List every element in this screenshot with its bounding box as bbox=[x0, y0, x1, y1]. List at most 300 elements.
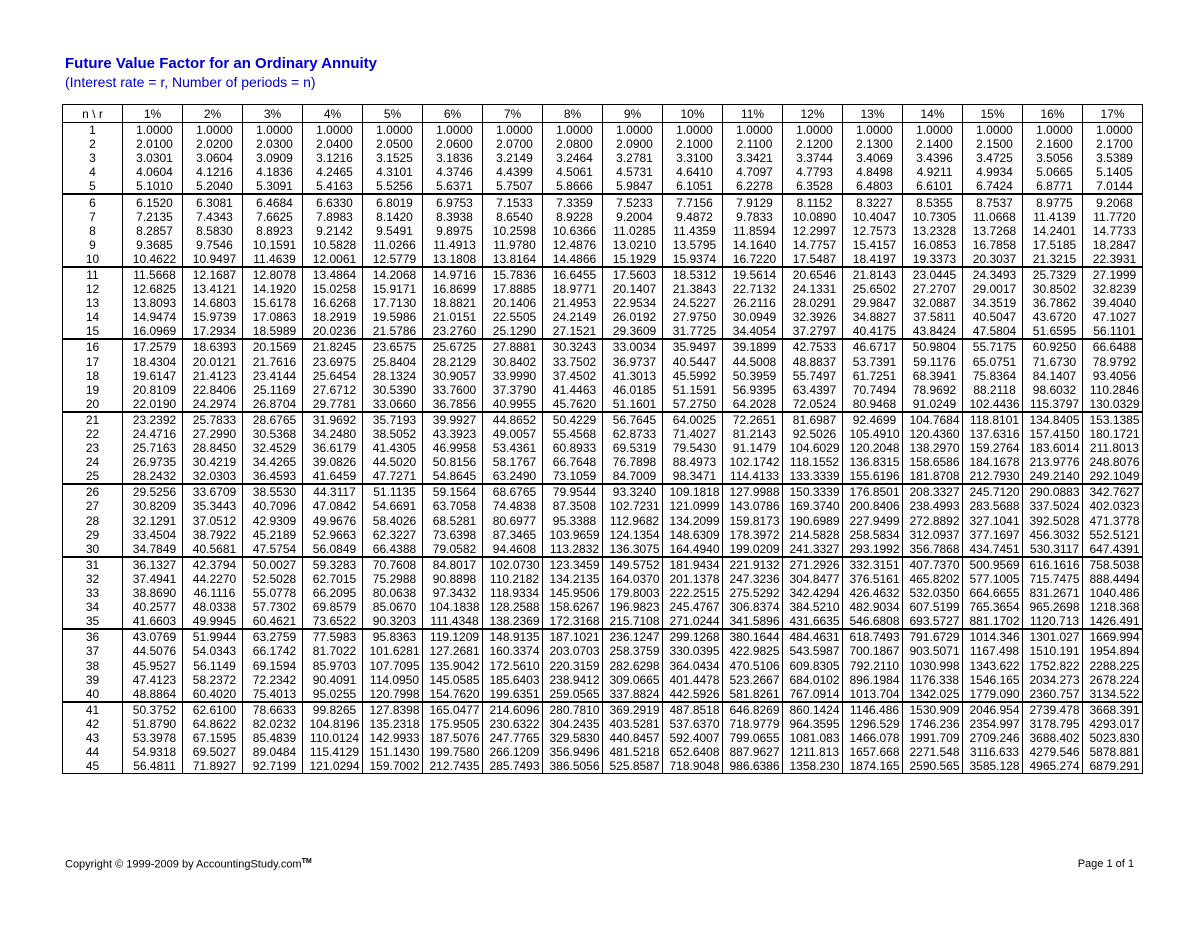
factor-cell: 484.4631 bbox=[783, 629, 843, 644]
period-cell: 28 bbox=[63, 514, 123, 528]
factor-cell: 118.8101 bbox=[963, 412, 1023, 427]
table-row bbox=[63, 586, 1143, 600]
factor-cell: 120.2048 bbox=[843, 441, 903, 455]
factor-cell: 434.7451 bbox=[963, 542, 1023, 557]
factor-cell: 145.0585 bbox=[423, 673, 483, 687]
factor-cell: 47.1027 bbox=[1083, 310, 1143, 324]
factor-cell: 965.2698 bbox=[1023, 600, 1083, 614]
factor-cell: 13.0210 bbox=[603, 238, 663, 252]
factor-cell: 380.1644 bbox=[723, 629, 783, 644]
factor-cell: 2739.478 bbox=[1023, 702, 1083, 717]
factor-cell: 45.9527 bbox=[123, 658, 183, 672]
factor-cell: 19.5614 bbox=[723, 267, 783, 282]
factor-cell: 30.5368 bbox=[243, 427, 303, 441]
factor-cell: 73.6398 bbox=[423, 528, 483, 542]
factor-cell: 92.4699 bbox=[843, 412, 903, 427]
factor-cell: 90.4091 bbox=[303, 673, 363, 687]
factor-cell: 28.0291 bbox=[783, 296, 843, 310]
copyright-notice bbox=[65, 858, 312, 871]
factor-cell: 27.1999 bbox=[1083, 267, 1143, 282]
factor-cell: 39.4040 bbox=[1083, 296, 1143, 310]
factor-cell: 30.9057 bbox=[423, 369, 483, 383]
factor-cell: 56.1149 bbox=[183, 658, 243, 672]
factor-cell: 18.2847 bbox=[1083, 238, 1143, 252]
factor-cell: 29.9847 bbox=[843, 296, 903, 310]
factor-cell: 49.9945 bbox=[183, 614, 243, 629]
factor-cell: 69.5027 bbox=[183, 745, 243, 759]
factor-cell: 14.1640 bbox=[723, 238, 783, 252]
factor-cell: 16.7858 bbox=[963, 238, 1023, 252]
factor-cell: 138.2970 bbox=[903, 441, 963, 455]
factor-cell: 52.9663 bbox=[303, 528, 363, 542]
factor-cell: 32.4529 bbox=[243, 441, 303, 455]
factor-cell: 154.7620 bbox=[423, 687, 483, 702]
factor-cell: 20.1406 bbox=[483, 296, 543, 310]
factor-cell: 155.6196 bbox=[843, 469, 903, 484]
factor-cell: 32.0303 bbox=[183, 469, 243, 484]
factor-cell: 3.5389 bbox=[1083, 151, 1143, 165]
factor-cell: 1.0000 bbox=[843, 123, 903, 138]
factor-cell: 537.6370 bbox=[663, 717, 723, 731]
factor-cell: 532.0350 bbox=[903, 586, 963, 600]
factor-cell: 8.3938 bbox=[423, 210, 483, 224]
factor-cell: 99.8265 bbox=[303, 702, 363, 717]
factor-cell: 1.0000 bbox=[603, 123, 663, 138]
table-row bbox=[63, 759, 1143, 774]
factor-cell: 19.6147 bbox=[123, 369, 183, 383]
factor-cell: 19.5986 bbox=[363, 310, 423, 324]
factor-cell: 14.9716 bbox=[423, 267, 483, 282]
factor-cell: 148.6309 bbox=[663, 528, 723, 542]
factor-cell: 3.3100 bbox=[663, 151, 723, 165]
factor-cell: 5.9847 bbox=[603, 179, 663, 194]
annuity-factor-table bbox=[62, 104, 1143, 774]
factor-cell: 356.9496 bbox=[543, 745, 603, 759]
factor-cell: 41.4305 bbox=[363, 441, 423, 455]
factor-cell: 465.8202 bbox=[903, 572, 963, 586]
factor-cell: 137.6316 bbox=[963, 427, 1023, 441]
factor-cell: 9.3685 bbox=[123, 238, 183, 252]
factor-cell: 22.8406 bbox=[183, 383, 243, 397]
factor-cell: 2.1700 bbox=[1083, 137, 1143, 151]
factor-cell: 92.7199 bbox=[243, 759, 303, 774]
factor-cell: 15.1929 bbox=[603, 252, 663, 267]
factor-cell: 180.1721 bbox=[1083, 427, 1143, 441]
period-cell: 4 bbox=[63, 165, 123, 179]
factor-cell: 111.4348 bbox=[423, 614, 483, 629]
factor-cell: 2.1300 bbox=[843, 137, 903, 151]
factor-cell: 618.7493 bbox=[843, 629, 903, 644]
factor-cell: 2.0100 bbox=[123, 137, 183, 151]
factor-cell: 165.0477 bbox=[423, 702, 483, 717]
factor-cell: 54.0343 bbox=[183, 644, 243, 658]
factor-cell: 102.1742 bbox=[723, 455, 783, 469]
factor-cell: 157.4150 bbox=[1023, 427, 1083, 441]
factor-cell: 342.7627 bbox=[1083, 484, 1143, 499]
table-row bbox=[63, 238, 1143, 252]
factor-cell: 104.1838 bbox=[423, 600, 483, 614]
factor-cell: 18.5989 bbox=[243, 324, 303, 339]
factor-cell: 1.0000 bbox=[663, 123, 723, 138]
factor-cell: 546.6808 bbox=[843, 614, 903, 629]
factor-cell: 63.2490 bbox=[483, 469, 543, 484]
factor-cell: 222.2515 bbox=[663, 586, 723, 600]
factor-cell: 56.9395 bbox=[723, 383, 783, 397]
factor-cell: 44.8652 bbox=[483, 412, 543, 427]
factor-cell: 107.7095 bbox=[363, 658, 423, 672]
factor-cell: 24.1331 bbox=[783, 282, 843, 296]
factor-cell: 11.4359 bbox=[663, 224, 723, 238]
factor-cell: 118.1552 bbox=[783, 455, 843, 469]
factor-cell: 60.9250 bbox=[1023, 339, 1083, 354]
factor-cell: 3688.402 bbox=[1023, 731, 1083, 745]
factor-cell: 94.4608 bbox=[483, 542, 543, 557]
factor-cell: 3.0301 bbox=[123, 151, 183, 165]
factor-cell: 30.8402 bbox=[483, 355, 543, 369]
factor-cell: 71.6730 bbox=[1023, 355, 1083, 369]
factor-cell: 248.8076 bbox=[1083, 455, 1143, 469]
factor-cell: 1120.713 bbox=[1023, 614, 1083, 629]
factor-cell: 72.2651 bbox=[723, 412, 783, 427]
factor-cell: 57.2750 bbox=[663, 397, 723, 412]
factor-cell: 1013.704 bbox=[843, 687, 903, 702]
factor-cell: 9.8975 bbox=[423, 224, 483, 238]
factor-cell: 5.1010 bbox=[123, 179, 183, 194]
factor-cell: 1030.998 bbox=[903, 658, 963, 672]
factor-cell: 26.0192 bbox=[603, 310, 663, 324]
factor-cell: 79.5430 bbox=[663, 441, 723, 455]
factor-cell: 84.1407 bbox=[1023, 369, 1083, 383]
table-row bbox=[63, 339, 1143, 354]
factor-cell: 78.6633 bbox=[243, 702, 303, 717]
factor-cell: 39.9927 bbox=[423, 412, 483, 427]
factor-cell: 304.8477 bbox=[783, 572, 843, 586]
factor-cell: 134.8405 bbox=[1023, 412, 1083, 427]
factor-cell: 292.1049 bbox=[1083, 469, 1143, 484]
factor-cell: 33.4504 bbox=[123, 528, 183, 542]
period-cell: 32 bbox=[63, 572, 123, 586]
factor-cell: 4.9211 bbox=[903, 165, 963, 179]
factor-cell: 105.4910 bbox=[843, 427, 903, 441]
factor-cell: 199.0209 bbox=[723, 542, 783, 557]
factor-cell: 51.1601 bbox=[603, 397, 663, 412]
factor-cell: 481.5218 bbox=[603, 745, 663, 759]
factor-cell: 552.5121 bbox=[1083, 528, 1143, 542]
factor-cell: 22.3931 bbox=[1083, 252, 1143, 267]
factor-cell: 13.7268 bbox=[963, 224, 1023, 238]
factor-cell: 20.6546 bbox=[783, 267, 843, 282]
factor-cell: 8.6540 bbox=[483, 210, 543, 224]
factor-cell: 3.1525 bbox=[363, 151, 423, 165]
rate-header: 6% bbox=[423, 105, 483, 123]
factor-cell: 138.2369 bbox=[483, 614, 543, 629]
factor-cell: 44.5008 bbox=[723, 355, 783, 369]
table-row bbox=[63, 745, 1143, 759]
factor-cell: 20.1407 bbox=[603, 282, 663, 296]
factor-cell: 51.1591 bbox=[663, 383, 723, 397]
table-row bbox=[63, 717, 1143, 731]
factor-cell: 24.2149 bbox=[543, 310, 603, 324]
factor-cell: 487.8518 bbox=[663, 702, 723, 717]
factor-cell: 85.4839 bbox=[243, 731, 303, 745]
factor-cell: 42.7533 bbox=[783, 339, 843, 354]
factor-cell: 3585.128 bbox=[963, 759, 1023, 774]
factor-cell: 214.5828 bbox=[783, 528, 843, 542]
factor-cell: 6.8771 bbox=[1023, 179, 1083, 194]
factor-cell: 247.7765 bbox=[483, 731, 543, 745]
period-cell: 41 bbox=[63, 702, 123, 717]
factor-cell: 9.5491 bbox=[363, 224, 423, 238]
factor-cell: 56.0849 bbox=[303, 542, 363, 557]
factor-cell: 6.3081 bbox=[183, 194, 243, 209]
factor-cell: 56.7645 bbox=[603, 412, 663, 427]
rate-header: 9% bbox=[603, 105, 663, 123]
factor-cell: 75.4013 bbox=[243, 687, 303, 702]
factor-cell: 48.8864 bbox=[123, 687, 183, 702]
factor-cell: 22.0190 bbox=[123, 397, 183, 412]
factor-cell: 80.9468 bbox=[843, 397, 903, 412]
factor-cell: 68.3941 bbox=[903, 369, 963, 383]
factor-cell: 22.7132 bbox=[723, 282, 783, 296]
factor-cell: 3.1216 bbox=[303, 151, 363, 165]
factor-cell: 329.5830 bbox=[543, 731, 603, 745]
factor-cell: 896.1984 bbox=[843, 673, 903, 687]
factor-cell: 31.7725 bbox=[663, 324, 723, 339]
factor-cell: 3.3744 bbox=[783, 151, 843, 165]
factor-cell: 23.6575 bbox=[363, 339, 423, 354]
factor-cell: 5.8666 bbox=[543, 179, 603, 194]
factor-cell: 17.2579 bbox=[123, 339, 183, 354]
factor-cell: 10.2598 bbox=[483, 224, 543, 238]
factor-cell: 7.9129 bbox=[723, 194, 783, 209]
factor-cell: 213.9776 bbox=[1023, 455, 1083, 469]
factor-cell: 272.8892 bbox=[903, 514, 963, 528]
factor-cell: 1466.078 bbox=[843, 731, 903, 745]
corner-header: n \ r bbox=[63, 105, 123, 123]
factor-cell: 3668.391 bbox=[1083, 702, 1143, 717]
factor-cell: 13.4121 bbox=[183, 282, 243, 296]
factor-cell: 29.3609 bbox=[603, 324, 663, 339]
factor-cell: 241.3327 bbox=[783, 542, 843, 557]
factor-cell: 5.6371 bbox=[423, 179, 483, 194]
factor-cell: 9.2004 bbox=[603, 210, 663, 224]
factor-cell: 95.8363 bbox=[363, 629, 423, 644]
factor-cell: 190.6989 bbox=[783, 514, 843, 528]
factor-cell: 16.0969 bbox=[123, 324, 183, 339]
factor-cell: 266.1209 bbox=[483, 745, 543, 759]
factor-cell: 196.9823 bbox=[603, 600, 663, 614]
factor-cell: 376.5161 bbox=[843, 572, 903, 586]
factor-cell: 14.7733 bbox=[1083, 224, 1143, 238]
rate-header: 17% bbox=[1083, 105, 1143, 123]
factor-cell: 51.6595 bbox=[1023, 324, 1083, 339]
factor-cell: 306.8374 bbox=[723, 600, 783, 614]
factor-cell: 33.0660 bbox=[363, 397, 423, 412]
period-cell: 13 bbox=[63, 296, 123, 310]
factor-cell: 85.0670 bbox=[363, 600, 423, 614]
factor-cell: 646.8269 bbox=[723, 702, 783, 717]
factor-cell: 25.8404 bbox=[363, 355, 423, 369]
factor-cell: 4.1216 bbox=[183, 165, 243, 179]
factor-cell: 187.5076 bbox=[423, 731, 483, 745]
factor-cell: 153.1385 bbox=[1083, 412, 1143, 427]
factor-cell: 34.3519 bbox=[963, 296, 1023, 310]
factor-cell: 62.8733 bbox=[603, 427, 663, 441]
table-row bbox=[63, 194, 1143, 209]
factor-cell: 34.2480 bbox=[303, 427, 363, 441]
table-row bbox=[63, 572, 1143, 586]
rate-header: 1% bbox=[123, 105, 183, 123]
factor-cell: 327.1041 bbox=[963, 514, 1023, 528]
table-header-row bbox=[63, 105, 1143, 123]
factor-cell: 133.3339 bbox=[783, 469, 843, 484]
factor-cell: 4.5061 bbox=[543, 165, 603, 179]
factor-cell: 16.7220 bbox=[723, 252, 783, 267]
factor-cell: 114.4133 bbox=[723, 469, 783, 484]
factor-cell: 21.5786 bbox=[363, 324, 423, 339]
factor-cell: 28.6765 bbox=[243, 412, 303, 427]
table-row bbox=[63, 137, 1143, 151]
period-cell: 11 bbox=[63, 267, 123, 282]
factor-cell: 1040.486 bbox=[1083, 586, 1143, 600]
factor-cell: 57.7302 bbox=[243, 600, 303, 614]
factor-cell: 20.3037 bbox=[963, 252, 1023, 267]
factor-cell: 81.7022 bbox=[303, 644, 363, 658]
factor-cell: 110.2846 bbox=[1083, 383, 1143, 397]
factor-cell: 176.8501 bbox=[843, 484, 903, 499]
factor-cell: 29.5256 bbox=[123, 484, 183, 499]
factor-cell: 1874.165 bbox=[843, 759, 903, 774]
rate-header: 15% bbox=[963, 105, 1023, 123]
factor-cell: 17.5603 bbox=[603, 267, 663, 282]
factor-cell: 81.6987 bbox=[783, 412, 843, 427]
factor-cell: 11.8594 bbox=[723, 224, 783, 238]
factor-cell: 76.7898 bbox=[603, 455, 663, 469]
factor-cell: 73.6522 bbox=[303, 614, 363, 629]
factor-cell: 66.4388 bbox=[363, 542, 423, 557]
factor-cell: 44.2270 bbox=[183, 572, 243, 586]
factor-cell: 1.0000 bbox=[1023, 123, 1083, 138]
factor-cell: 1954.894 bbox=[1083, 644, 1143, 658]
factor-cell: 14.2401 bbox=[1023, 224, 1083, 238]
factor-cell: 47.7271 bbox=[363, 469, 423, 484]
factor-cell: 43.6720 bbox=[1023, 310, 1083, 324]
factor-cell: 2.0500 bbox=[363, 137, 423, 151]
factor-cell: 18.4304 bbox=[123, 355, 183, 369]
factor-cell: 2288.225 bbox=[1083, 658, 1143, 672]
factor-cell: 8.7537 bbox=[963, 194, 1023, 209]
factor-cell: 13.1808 bbox=[423, 252, 483, 267]
factor-cell: 199.6351 bbox=[483, 687, 543, 702]
factor-cell: 304.2435 bbox=[543, 717, 603, 731]
period-cell: 35 bbox=[63, 614, 123, 629]
table-row bbox=[63, 629, 1143, 644]
table-row bbox=[63, 282, 1143, 296]
factor-cell: 33.7502 bbox=[543, 355, 603, 369]
factor-cell: 68.5281 bbox=[423, 514, 483, 528]
factor-cell: 456.3032 bbox=[1023, 528, 1083, 542]
factor-cell: 37.4941 bbox=[123, 572, 183, 586]
factor-cell: 431.6635 bbox=[783, 614, 843, 629]
rate-header: 12% bbox=[783, 105, 843, 123]
period-cell: 3 bbox=[63, 151, 123, 165]
factor-cell: 119.1209 bbox=[423, 629, 483, 644]
factor-cell: 38.5530 bbox=[243, 484, 303, 499]
table-row bbox=[63, 658, 1143, 672]
table-row bbox=[63, 673, 1143, 687]
factor-cell: 7.2135 bbox=[123, 210, 183, 224]
factor-cell: 159.8173 bbox=[723, 514, 783, 528]
factor-cell: 70.7494 bbox=[843, 383, 903, 397]
factor-cell: 36.9737 bbox=[603, 355, 663, 369]
factor-cell: 1301.027 bbox=[1023, 629, 1083, 644]
factor-cell: 130.0329 bbox=[1083, 397, 1143, 412]
rate-header: 16% bbox=[1023, 105, 1083, 123]
factor-cell: 12.1687 bbox=[183, 267, 243, 282]
factor-cell: 15.9374 bbox=[663, 252, 723, 267]
factor-cell: 312.0937 bbox=[903, 528, 963, 542]
factor-cell: 135.9042 bbox=[423, 658, 483, 672]
factor-cell: 56.4811 bbox=[123, 759, 183, 774]
factor-cell: 68.6765 bbox=[483, 484, 543, 499]
factor-cell: 70.7608 bbox=[363, 557, 423, 572]
rate-header: 4% bbox=[303, 105, 363, 123]
factor-cell: 27.2990 bbox=[183, 427, 243, 441]
factor-cell: 12.8078 bbox=[243, 267, 303, 282]
factor-cell: 118.9334 bbox=[483, 586, 543, 600]
factor-cell: 90.3203 bbox=[363, 614, 423, 629]
period-cell: 12 bbox=[63, 282, 123, 296]
period-cell: 42 bbox=[63, 717, 123, 731]
factor-cell: 2.0900 bbox=[603, 137, 663, 151]
factor-cell: 652.6408 bbox=[663, 745, 723, 759]
factor-cell: 13.2328 bbox=[903, 224, 963, 238]
factor-cell: 40.2577 bbox=[123, 600, 183, 614]
factor-cell: 37.3790 bbox=[483, 383, 543, 397]
factor-cell: 49.9676 bbox=[303, 514, 363, 528]
factor-cell: 55.7497 bbox=[783, 369, 843, 383]
factor-cell: 158.6586 bbox=[903, 455, 963, 469]
factor-cell: 22.5505 bbox=[483, 310, 543, 324]
factor-cell: 50.3959 bbox=[723, 369, 783, 383]
factor-cell: 401.4478 bbox=[663, 673, 723, 687]
factor-cell: 9.7833 bbox=[723, 210, 783, 224]
factor-cell: 46.0185 bbox=[603, 383, 663, 397]
period-cell: 29 bbox=[63, 528, 123, 542]
factor-cell: 150.3339 bbox=[783, 484, 843, 499]
factor-cell: 85.9703 bbox=[303, 658, 363, 672]
factor-cell: 84.8017 bbox=[423, 557, 483, 572]
factor-cell: 41.3013 bbox=[603, 369, 663, 383]
factor-cell: 45.5992 bbox=[663, 369, 723, 383]
factor-cell: 63.4397 bbox=[783, 383, 843, 397]
factor-cell: 8.3227 bbox=[843, 194, 903, 209]
factor-cell: 14.1920 bbox=[243, 282, 303, 296]
factor-cell: 149.5752 bbox=[603, 557, 663, 572]
factor-cell: 1.0000 bbox=[363, 123, 423, 138]
factor-cell: 40.4175 bbox=[843, 324, 903, 339]
factor-cell: 12.0061 bbox=[303, 252, 363, 267]
factor-cell: 18.8821 bbox=[423, 296, 483, 310]
factor-cell: 66.7648 bbox=[543, 455, 603, 469]
rate-header: 3% bbox=[243, 105, 303, 123]
factor-cell: 20.0236 bbox=[303, 324, 363, 339]
factor-cell: 127.2681 bbox=[423, 644, 483, 658]
factor-cell: 7.6625 bbox=[243, 210, 303, 224]
factor-cell: 8.1152 bbox=[783, 194, 843, 209]
period-cell: 33 bbox=[63, 586, 123, 600]
factor-cell: 986.6386 bbox=[723, 759, 783, 774]
